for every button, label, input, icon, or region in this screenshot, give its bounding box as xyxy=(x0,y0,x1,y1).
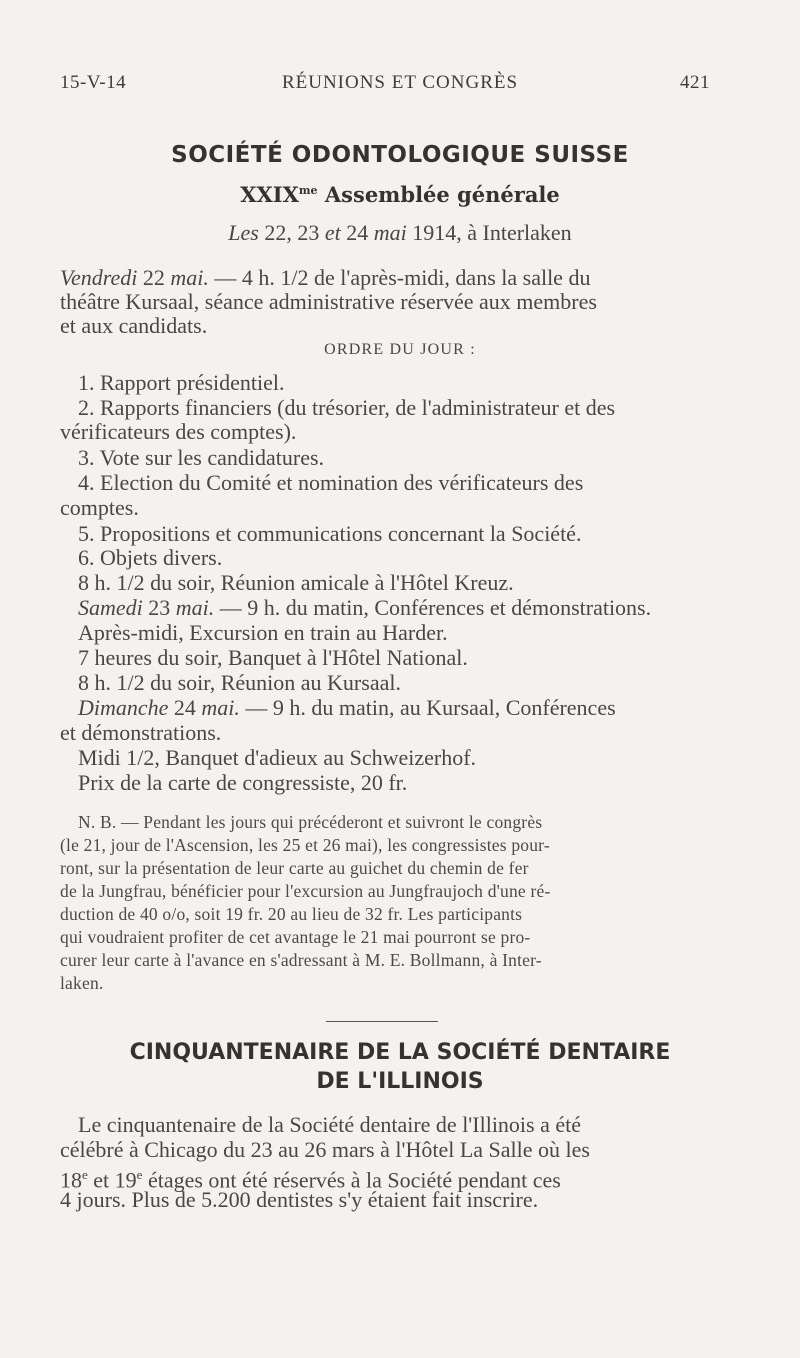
section2-paragraph-line: 4 jours. Plus de 5.200 dentistes s'y étaient fait inscrire. xyxy=(60,1187,539,1212)
para-part: étages ont été réservés à la Société pendant ces xyxy=(142,1167,561,1193)
schedule-part: 23 xyxy=(142,595,176,620)
para-part: 18 xyxy=(60,1167,82,1193)
schedule-day: Samedi xyxy=(78,595,143,620)
intro-line: et aux candidats. xyxy=(60,313,208,338)
assembly-sup: me xyxy=(298,184,318,197)
dates-part: 22, 23 xyxy=(258,220,325,245)
schedule-line-cont: et démonstrations. xyxy=(60,720,222,745)
schedule-part: 24 xyxy=(168,695,202,720)
schedule-line: Prix de la carte de congressiste, 20 fr. xyxy=(78,770,408,795)
agenda-item: 3. Vote sur les candidatures. xyxy=(78,445,325,470)
schedule-mai: mai. xyxy=(201,695,240,720)
dates-part: 1914, à Interlaken xyxy=(406,220,572,245)
nb-line: (le 21, jour de l'Ascension, les 25 et 26 mai), les congressistes pour- xyxy=(60,835,550,855)
agenda-item: 1. Rapport présidentiel. xyxy=(78,370,285,395)
intro-mai: mai. xyxy=(170,265,209,290)
section1-subtitle xyxy=(0,182,800,207)
section2-paragraph-line: Le cinquantenaire de la Société dentaire de l'Illinois a été xyxy=(78,1112,582,1137)
intro-part: 22 xyxy=(137,265,171,290)
agenda-item-cont: comptes. xyxy=(60,495,139,520)
schedule-line: Midi 1/2, Banquet d'adieux au Schweizerhof. xyxy=(78,745,477,770)
dates-et: et xyxy=(324,220,341,245)
agenda-item: 5. Propositions et communications concernant la Société. xyxy=(78,521,582,546)
section2-paragraph-line: célébré à Chicago du 23 au 26 mars à l'Hôtel La Salle où les xyxy=(60,1137,590,1162)
assembly-numeral: XXIX xyxy=(240,182,299,207)
intro-line: théâtre Kursaal, séance administrative réservée aux membres xyxy=(60,289,597,314)
schedule-part: — 9 h. du matin, Conférences et démonstrations. xyxy=(214,595,652,620)
schedule-line: Après-midi, Excursion en train au Harder. xyxy=(78,620,448,645)
agenda-item: 4. Election du Comité et nomination des vérificateurs des xyxy=(78,470,584,495)
section1-dates xyxy=(0,220,800,246)
schedule-day: Dimanche xyxy=(78,695,169,720)
agenda-item: 2. Rapports financiers (du trésorier, de l'administrateur et des xyxy=(78,395,616,420)
nb-line: duction de 40 o/o, soit 19 fr. 20 au lieu de 32 fr. Les participants xyxy=(60,904,523,924)
schedule-line: 7 heures du soir, Banquet à l'Hôtel National. xyxy=(78,645,468,670)
header-date: 15-V-14 xyxy=(60,72,127,93)
section1-title: SOCIÉTÉ ODONTOLOGIQUE SUISSE xyxy=(171,142,629,168)
assembly-label: Assemblée générale xyxy=(317,182,560,207)
nb-line: ront, sur la présentation de leur carte au guichet du chemin de fer xyxy=(60,858,529,878)
nb-line: N. B. — Pendant les jours qui précéderont et suivront le congrès xyxy=(78,812,543,832)
section-divider xyxy=(326,1021,438,1022)
schedule-part: — 9 h. du matin, au Kursaal, Conférences xyxy=(239,695,616,720)
agenda-item: 6. Objets divers. xyxy=(78,545,223,570)
header-section-title: RÉUNIONS ET CONGRÈS xyxy=(281,72,519,93)
intro-day: Vendredi xyxy=(60,265,138,290)
ordinal-sup: e xyxy=(82,1167,88,1182)
ordinal-sup: e xyxy=(136,1167,143,1182)
page-number: 421 xyxy=(680,72,710,93)
nb-line: de la Jungfrau, bénéficier pour l'excursion au Jungfraujoch d'une ré- xyxy=(60,881,551,901)
nb-line: laken. xyxy=(60,973,104,993)
section2-title-line1: CINQUANTENAIRE DE LA SOCIÉTÉ DENTAIRE xyxy=(129,1040,671,1065)
section2-title-line2: DE L'ILLINOIS xyxy=(316,1069,484,1094)
schedule-mai: mai. xyxy=(175,595,215,620)
schedule-line: 8 h. 1/2 du soir, Réunion amicale à l'Hôtel Kreuz. xyxy=(78,570,514,595)
dates-mai: mai xyxy=(373,220,407,245)
schedule-line: 8 h. 1/2 du soir, Réunion au Kursaal. xyxy=(78,670,401,695)
nb-line: qui voudraient profiter de cet avantage le 21 mai pourront se pro- xyxy=(60,927,531,947)
agenda-item-cont: vérificateurs des comptes). xyxy=(60,419,297,444)
dates-les: Les xyxy=(228,220,259,245)
intro-part: — 4 h. 1/2 de l'après-midi, dans la salle du xyxy=(208,265,591,290)
nb-line: curer leur carte à l'avance en s'adressant à M. E. Bollmann, à Inter- xyxy=(60,950,542,970)
para-part: et 19 xyxy=(87,1167,137,1193)
agenda-heading: ORDRE DU JOUR : xyxy=(324,341,476,358)
dates-part: 24 xyxy=(340,220,374,245)
